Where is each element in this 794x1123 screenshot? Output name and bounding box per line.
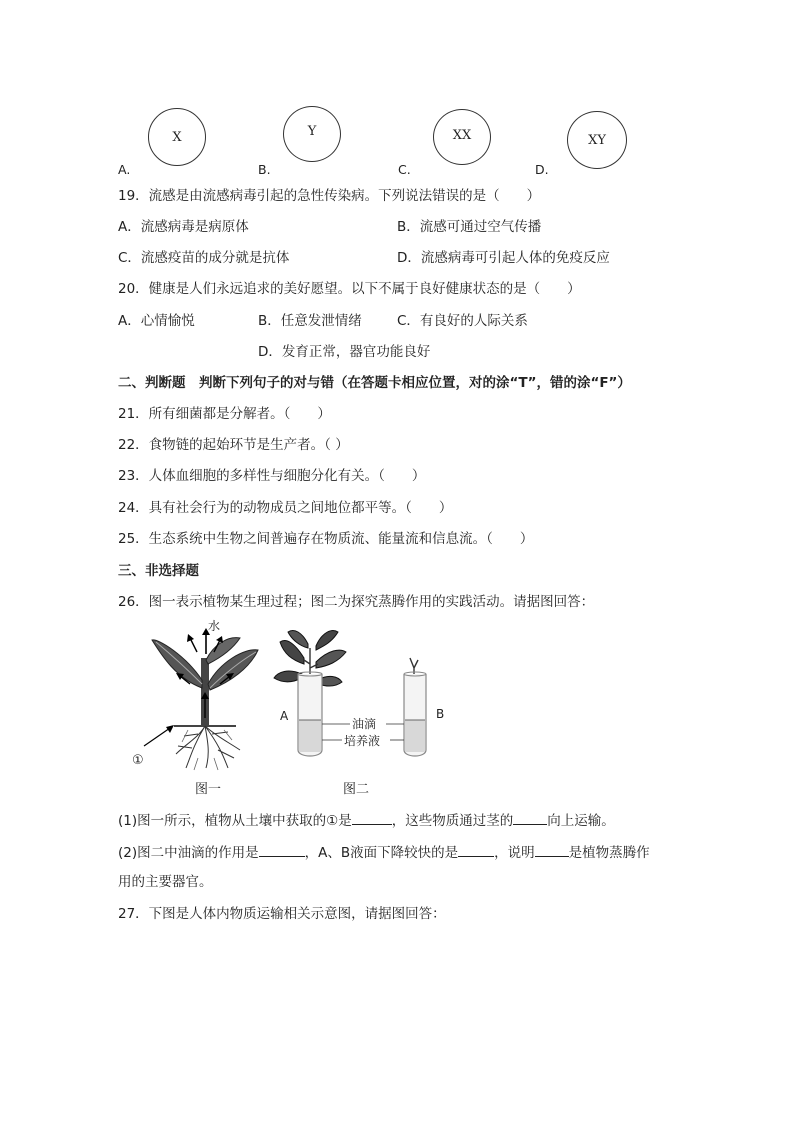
q26-part-1-text-a: (1)图一所示，植物从土壤中获取的①是 xyxy=(118,813,352,829)
section2-title: 二、判断题 判断下列句子的对与错（在答题卡相应位置，对的涂“T”，错的涂“F”） xyxy=(118,375,631,391)
q24: 24．具有社会行为的动物成员之间地位都平等。（ ） xyxy=(118,500,453,516)
option-b-circle xyxy=(283,106,341,162)
q20-stem: 20．健康是人们永远追求的美好愿望。以下不属于良好健康状态的是（ ） xyxy=(118,281,581,297)
q26-part-2-blank-3[interactable] xyxy=(535,842,569,857)
q19-option-c: C．流感疫苗的成分就是抗体 xyxy=(118,250,290,266)
section3-title: 三、非选择题 xyxy=(118,563,199,579)
q26-part-2-text-d: 是植物蒸腾作 xyxy=(568,845,650,861)
option-c-chromosome-text: XX xyxy=(452,127,472,143)
option-a-chromosome-text: X xyxy=(172,129,182,145)
option-b-letter: B. xyxy=(258,162,271,177)
figure-2-solution-label: 培养液 xyxy=(344,734,381,748)
q19-option-d: D．流感病毒可引起人体的免疫反应 xyxy=(397,250,610,266)
q22: 22．食物链的起始环节是生产者。（ ） xyxy=(118,437,349,453)
q25: 25．生态系统中生物之间普遍存在物质流、能量流和信息流。（ ） xyxy=(118,531,534,547)
figure-1-caption: 图一 xyxy=(195,782,222,797)
q26-part-2-continuation: 用的主要器官。 xyxy=(118,874,213,890)
figure-2-experiment-diagram xyxy=(258,628,458,772)
q20-option-b: B．任意发泄情绪 xyxy=(258,313,362,329)
figure-2-caption: 图二 xyxy=(343,782,370,797)
q19-option-a: A．流感病毒是病原体 xyxy=(118,219,249,235)
option-d-letter: D. xyxy=(535,162,549,177)
q26-part-1-text-b: ，这些物质通过茎的 xyxy=(391,813,514,829)
q26-part-1-blank-1[interactable] xyxy=(352,810,392,825)
figure-2-label-b: B xyxy=(436,707,445,721)
figure-1-plant-diagram xyxy=(128,618,264,774)
option-c-letter: C. xyxy=(398,162,411,177)
option-c-circle xyxy=(433,109,491,165)
q26-part-2-blank-1[interactable] xyxy=(259,842,305,857)
q26-part-1-blank-2[interactable] xyxy=(513,810,547,825)
q20-option-c: C．有良好的人际关系 xyxy=(397,313,528,329)
q20-option-d: D．发育正常，器官功能良好 xyxy=(258,344,431,360)
q26-part-1 xyxy=(118,810,615,831)
figure-2-oil-label: 油滴 xyxy=(352,717,377,731)
q26-part-1-text-c: 向上运输。 xyxy=(547,813,615,829)
q26-part-2 xyxy=(118,842,650,863)
option-a-letter: A. xyxy=(118,162,131,177)
q26-part-2-text-a: (2)图二中油滴的作用是 xyxy=(118,845,259,861)
q26-part-2-text-c: ，说明 xyxy=(494,845,535,861)
q27-stem: 27．下图是人体内物质运输相关示意图，请据图回答： xyxy=(118,906,446,922)
q19-stem: 19．流感是由流感病毒引起的急性传染病。下列说法错误的是（ ） xyxy=(118,188,541,204)
option-a-circle xyxy=(148,108,206,166)
q26-part-2-blank-2[interactable] xyxy=(458,842,494,857)
option-b-chromosome-text: Y xyxy=(307,123,317,139)
q26-stem: 26．图一表示植物某生理过程；图二为探究蒸腾作用的实践活动。请据图回答： xyxy=(118,594,595,610)
option-d-chromosome-text: XY xyxy=(588,132,606,148)
q20-option-a: A．心情愉悦 xyxy=(118,313,195,329)
option-d-circle xyxy=(567,111,627,169)
q19-option-b: B．流感可通过空气传播 xyxy=(397,219,542,235)
figure-1-water-label: 水 xyxy=(208,619,221,633)
q21: 21．所有细菌都是分解者。（ ） xyxy=(118,406,331,422)
q23: 23．人体血细胞的多样性与细胞分化有关。（ ） xyxy=(118,468,426,484)
figure-1-marker: ① xyxy=(132,753,144,768)
figure-2-label-a: A xyxy=(280,709,289,723)
q26-part-2-text-b: ，A、B液面下降较快的是 xyxy=(304,845,459,861)
